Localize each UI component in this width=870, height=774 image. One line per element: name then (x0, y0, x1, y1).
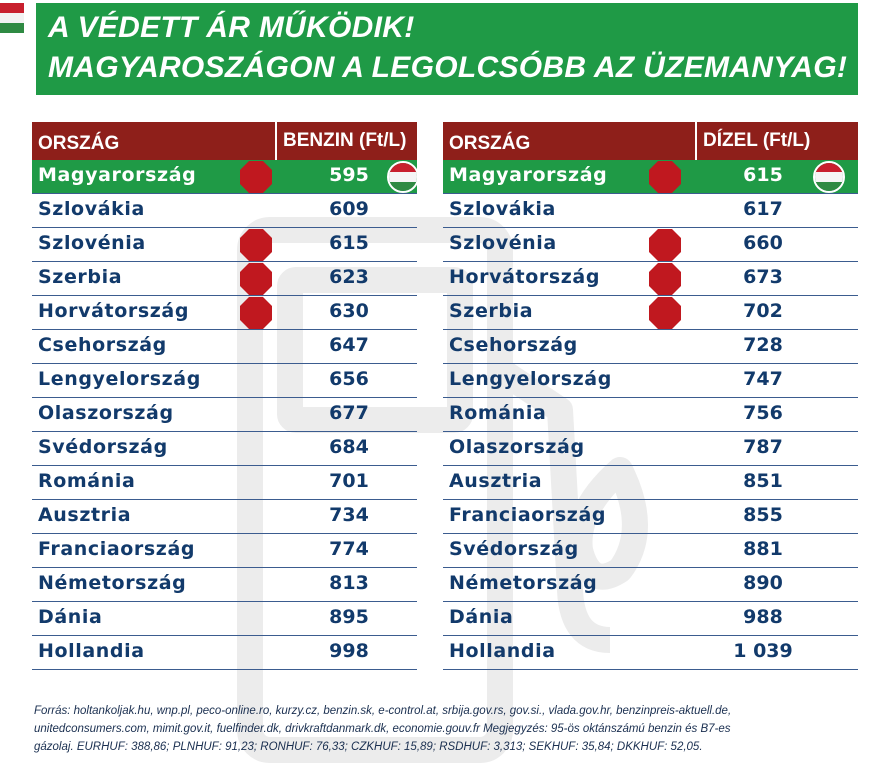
source-line-1: Forrás: holtankoljak.hu, wnp.pl, peco-online.ro, kurzy.cz, benzin.sk, e-control.at, srbija.gov.rs, gov.si., vlada.gov.hr, benzinpreis-aktuell.de, (34, 705, 732, 717)
country-name: Szerbia (449, 300, 534, 322)
table-row (443, 228, 858, 262)
price-value: 813 (329, 572, 369, 594)
table-row (32, 568, 417, 602)
price-value: 728 (743, 334, 783, 356)
table-row (443, 602, 858, 636)
price-value: 615 (329, 232, 369, 254)
country-name: Svédország (38, 436, 168, 458)
country-name: Svédország (449, 538, 579, 560)
country-name: Ausztria (38, 504, 132, 526)
stop-sign-icon (239, 160, 273, 194)
price-value: 615 (743, 164, 783, 186)
price-value: 1 039 (733, 640, 793, 662)
price-value: 756 (743, 402, 783, 424)
stop-sign-icon (648, 296, 682, 330)
stop-sign-icon (239, 296, 273, 330)
price-value: 881 (743, 538, 783, 560)
price-value: 787 (743, 436, 783, 458)
price-value: 998 (329, 640, 369, 662)
headline-line-1: A VÉDETT ÁR MŰKÖDIK! (48, 11, 415, 44)
source-line-2: unitedconsumers.com, mimit.gov.it, fuelfinder.dk, drivkraftdanmark.dk, economie.gouv.fr Megjegyzés: 95-ös oktánszámú benzin és B7-es (34, 723, 731, 735)
table-row (443, 262, 858, 296)
source-line-3: gázolaj. EURHUF: 388,86; PLNHUF: 91,23; RONHUF: 76,33; CZKHUF: 15,89; RSDHUF: 3,313; SEKHUF: 35,84; DKKHUF: 52,05. (34, 741, 703, 753)
country-name: Németország (38, 572, 187, 594)
price-value: 774 (329, 538, 369, 560)
hungary-flag-icon (0, 3, 24, 33)
table-row (32, 534, 417, 568)
country-name: Magyarország (38, 164, 197, 186)
table-row (32, 398, 417, 432)
country-name: Szlovákia (449, 198, 556, 220)
table-row (443, 636, 858, 670)
country-name: Románia (38, 470, 136, 492)
country-name: Dánia (449, 606, 514, 628)
table-row (443, 330, 858, 364)
country-column-header: ORSZÁG (449, 133, 531, 154)
country-name: Hollandia (449, 640, 556, 662)
table-row (443, 364, 858, 398)
table-row (443, 296, 858, 330)
country-name: Olaszország (449, 436, 585, 458)
table-row (32, 432, 417, 466)
dizel-price-column-header: DÍZEL (Ft/L) (695, 122, 810, 160)
country-name: Horvátország (449, 266, 601, 288)
table-row (32, 228, 417, 262)
price-value: 747 (743, 368, 783, 390)
country-name: Dánia (38, 606, 103, 628)
table-row (32, 602, 417, 636)
price-value: 595 (329, 164, 369, 186)
country-name: Szlovénia (38, 232, 146, 254)
headline-line-2: MAGYAROSZÁGON A LEGOLCSÓBB AZ ÜZEMANYAG! (48, 51, 848, 84)
stop-sign-icon (239, 262, 273, 296)
dizel-price-table (443, 122, 858, 670)
price-value: 609 (329, 198, 369, 220)
table-row (443, 194, 858, 228)
stop-sign-icon (648, 262, 682, 296)
price-value: 890 (743, 572, 783, 594)
table-row (443, 534, 858, 568)
price-value: 630 (329, 300, 369, 322)
country-name: Ausztria (449, 470, 543, 492)
benzin-price-column-header: BENZIN (Ft/L) (275, 122, 406, 160)
hungary-flag-icon (387, 161, 419, 193)
price-value: 851 (743, 470, 783, 492)
country-name: Olaszország (38, 402, 174, 424)
country-column-header: ORSZÁG (38, 133, 120, 154)
stop-sign-icon (648, 160, 682, 194)
dizel-table-header (443, 122, 858, 160)
source-note (34, 702, 834, 756)
price-value: 617 (743, 198, 783, 220)
price-value: 895 (329, 606, 369, 628)
country-name: Szlovénia (449, 232, 557, 254)
table-row (443, 160, 858, 194)
country-name: Csehország (449, 334, 578, 356)
benzin-table-header (32, 122, 417, 160)
price-value: 656 (329, 368, 369, 390)
price-value: 647 (329, 334, 369, 356)
table-row (443, 398, 858, 432)
benzin-price-table (32, 122, 417, 670)
price-value: 855 (743, 504, 783, 526)
price-value: 734 (329, 504, 369, 526)
price-value: 673 (743, 266, 783, 288)
table-row (32, 636, 417, 670)
country-name: Csehország (38, 334, 167, 356)
price-value: 701 (329, 470, 369, 492)
country-name: Németország (449, 572, 598, 594)
country-name: Lengyelország (38, 368, 201, 390)
country-name: Magyarország (449, 164, 608, 186)
price-value: 988 (743, 606, 783, 628)
table-row (32, 262, 417, 296)
table-row (443, 466, 858, 500)
country-name: Lengyelország (449, 368, 612, 390)
table-row (32, 296, 417, 330)
table-row (443, 500, 858, 534)
country-name: Szlovákia (38, 198, 145, 220)
country-name: Románia (449, 402, 547, 424)
country-name: Horvátország (38, 300, 190, 322)
price-value: 623 (329, 266, 369, 288)
stop-sign-icon (239, 228, 273, 262)
price-value: 684 (329, 436, 369, 458)
country-name: Szerbia (38, 266, 123, 288)
country-name: Hollandia (38, 640, 145, 662)
table-row (32, 364, 417, 398)
headline-banner (36, 3, 858, 95)
table-row (443, 432, 858, 466)
country-name: Franciaország (38, 538, 196, 560)
country-name: Franciaország (449, 504, 607, 526)
table-row (32, 466, 417, 500)
price-value: 677 (329, 402, 369, 424)
price-value: 702 (743, 300, 783, 322)
table-row (443, 568, 858, 602)
stop-sign-icon (648, 228, 682, 262)
table-row (32, 160, 417, 194)
price-value: 660 (743, 232, 783, 254)
table-row (32, 194, 417, 228)
table-row (32, 500, 417, 534)
table-row (32, 330, 417, 364)
hungary-flag-icon (813, 161, 845, 193)
